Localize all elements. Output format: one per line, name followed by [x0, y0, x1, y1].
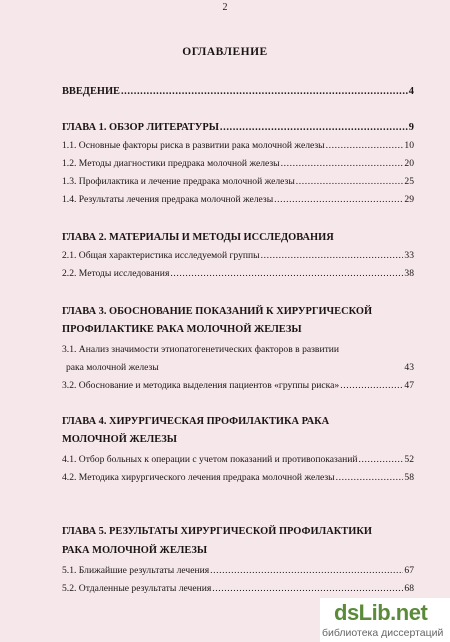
toc-leader-dots — [210, 565, 403, 576]
toc-entry-page: 67 — [404, 565, 414, 576]
toc-entry-page: 29 — [404, 194, 414, 205]
toc-entry-title: рака молочной железы — [66, 362, 159, 373]
toc-chapter-2-title[interactable]: ГЛАВА 2. МАТЕРИАЛЫ И МЕТОДЫ ИССЛЕДОВАНИЯ — [62, 232, 334, 243]
toc-entry-title: 4.2. Методика хирургического лечения предрака молочной железы — [62, 472, 335, 483]
toc-chapter-3-title-line2[interactable]: ПРОФИЛАКТИКЕ РАКА МОЛОЧНОЙ ЖЕЛЕЗЫ — [62, 324, 302, 335]
toc-entry-title: 1.2. Методы диагностики предрака молочной железы — [62, 158, 280, 169]
toc-entry-page: 43 — [404, 362, 414, 373]
toc-chapter-5-title-line1[interactable]: ГЛАВА 5. РЕЗУЛЬТАТЫ ХИРУРГИЧЕСКОЙ ПРОФИЛАКТИКИ — [62, 526, 372, 537]
toc-leader-dots — [261, 250, 404, 261]
toc-entry-title: 2.1. Общая характеристика исследуемой группы — [62, 250, 260, 261]
toc-heading: ОГЛАВЛЕНИЕ — [182, 46, 268, 58]
toc-entry-page: 25 — [404, 176, 414, 187]
watermark-subtitle: библиотека диссертаций — [322, 627, 444, 639]
toc-entry-page: 47 — [404, 380, 414, 391]
toc-chapter-page: 9 — [408, 122, 414, 133]
toc-leader-dots — [281, 158, 404, 169]
toc-entry-5-1[interactable] — [62, 565, 414, 576]
toc-entry-page: 58 — [404, 472, 414, 483]
toc-leader-dots — [326, 140, 404, 151]
toc-entry-page: 20 — [404, 158, 414, 169]
toc-entry-2-2[interactable] — [62, 268, 414, 279]
toc-leader-dots — [336, 472, 404, 483]
toc-chapter-4-title-line1[interactable]: ГЛАВА 4. ХИРУРГИЧЕСКАЯ ПРОФИЛАКТИКА РАКА — [62, 416, 330, 427]
page-number: 2 — [222, 2, 228, 13]
toc-entry-3-2[interactable] — [62, 380, 414, 391]
toc-entry-title: 4.1. Отбор больных к операции с учетом показаний и противопоказаний — [62, 454, 358, 465]
toc-entry-4-1[interactable] — [62, 454, 414, 465]
toc-chapter-4-title-line2[interactable]: МОЛОЧНОЙ ЖЕЛЕЗЫ — [62, 434, 177, 445]
toc-leader-dots — [359, 454, 404, 465]
toc-entry-5-2[interactable] — [62, 583, 414, 594]
toc-entry-2-1[interactable] — [62, 250, 414, 261]
watermark-logo-text: dsLib.net — [334, 600, 428, 625]
toc-chapter-title: ГЛАВА 1. ОБЗОР ЛИТЕРАТУРЫ — [62, 122, 219, 133]
toc-entry-1-1[interactable] — [62, 140, 414, 151]
toc-entry-3-1-line2[interactable] — [66, 362, 414, 373]
toc-entry-page: 10 — [404, 140, 414, 151]
toc-entry-title: 1.1. Основные факторы риска в развитии рака молочной железы — [62, 140, 325, 151]
site-watermark[interactable] — [320, 598, 450, 642]
toc-leader-dots — [340, 380, 403, 391]
toc-entry-4-2[interactable] — [62, 472, 414, 483]
toc-entry-1-2[interactable] — [62, 158, 414, 169]
toc-leader-dots — [220, 122, 408, 133]
toc-entry-page: 68 — [404, 583, 414, 594]
toc-entry-title: 3.2. Обоснование и методика выделения пациентов «группы риска» — [62, 380, 340, 391]
toc-entry-page: 4 — [408, 86, 414, 97]
toc-entry-page: 38 — [404, 268, 414, 279]
toc-entry-title: 5.2. Отдаленные результаты лечения — [62, 583, 212, 594]
toc-entry-title: 2.2. Методы исследования — [62, 268, 170, 279]
toc-entry-title: ВВЕДЕНИЕ — [62, 86, 120, 97]
toc-entry-page: 52 — [404, 454, 414, 465]
toc-chapter-1[interactable] — [62, 122, 414, 133]
toc-chapter-5-title-line2[interactable]: РАКА МОЛОЧНОЙ ЖЕЛЕЗЫ — [62, 545, 208, 556]
toc-leader-dots — [212, 583, 403, 594]
toc-chapter-3-title-line1[interactable]: ГЛАВА 3. ОБОСНОВАНИЕ ПОКАЗАНИЙ К ХИРУРГИЧЕСКОЙ — [62, 306, 373, 317]
toc-entry-intro[interactable] — [62, 86, 414, 97]
toc-entry-title: 1.4. Результаты лечения предрака молочной железы — [62, 194, 274, 205]
toc-entry-1-3[interactable] — [62, 176, 414, 187]
toc-entry-title: 5.1. Ближайшие результаты лечения — [62, 565, 210, 576]
toc-leader-dots — [121, 86, 408, 97]
toc-entry-title: 1.3. Профилактика и лечение предрака молочной железы — [62, 176, 295, 187]
toc-leader-dots — [170, 268, 403, 279]
toc-entry-1-4[interactable] — [62, 194, 414, 205]
toc-entry-page: 33 — [404, 250, 414, 261]
toc-entry-3-1-line1[interactable]: 3.1. Анализ значимости этиопатогенетических факторов в развитии — [62, 344, 340, 355]
toc-leader-dots — [296, 176, 404, 187]
toc-leader-dots — [274, 194, 403, 205]
